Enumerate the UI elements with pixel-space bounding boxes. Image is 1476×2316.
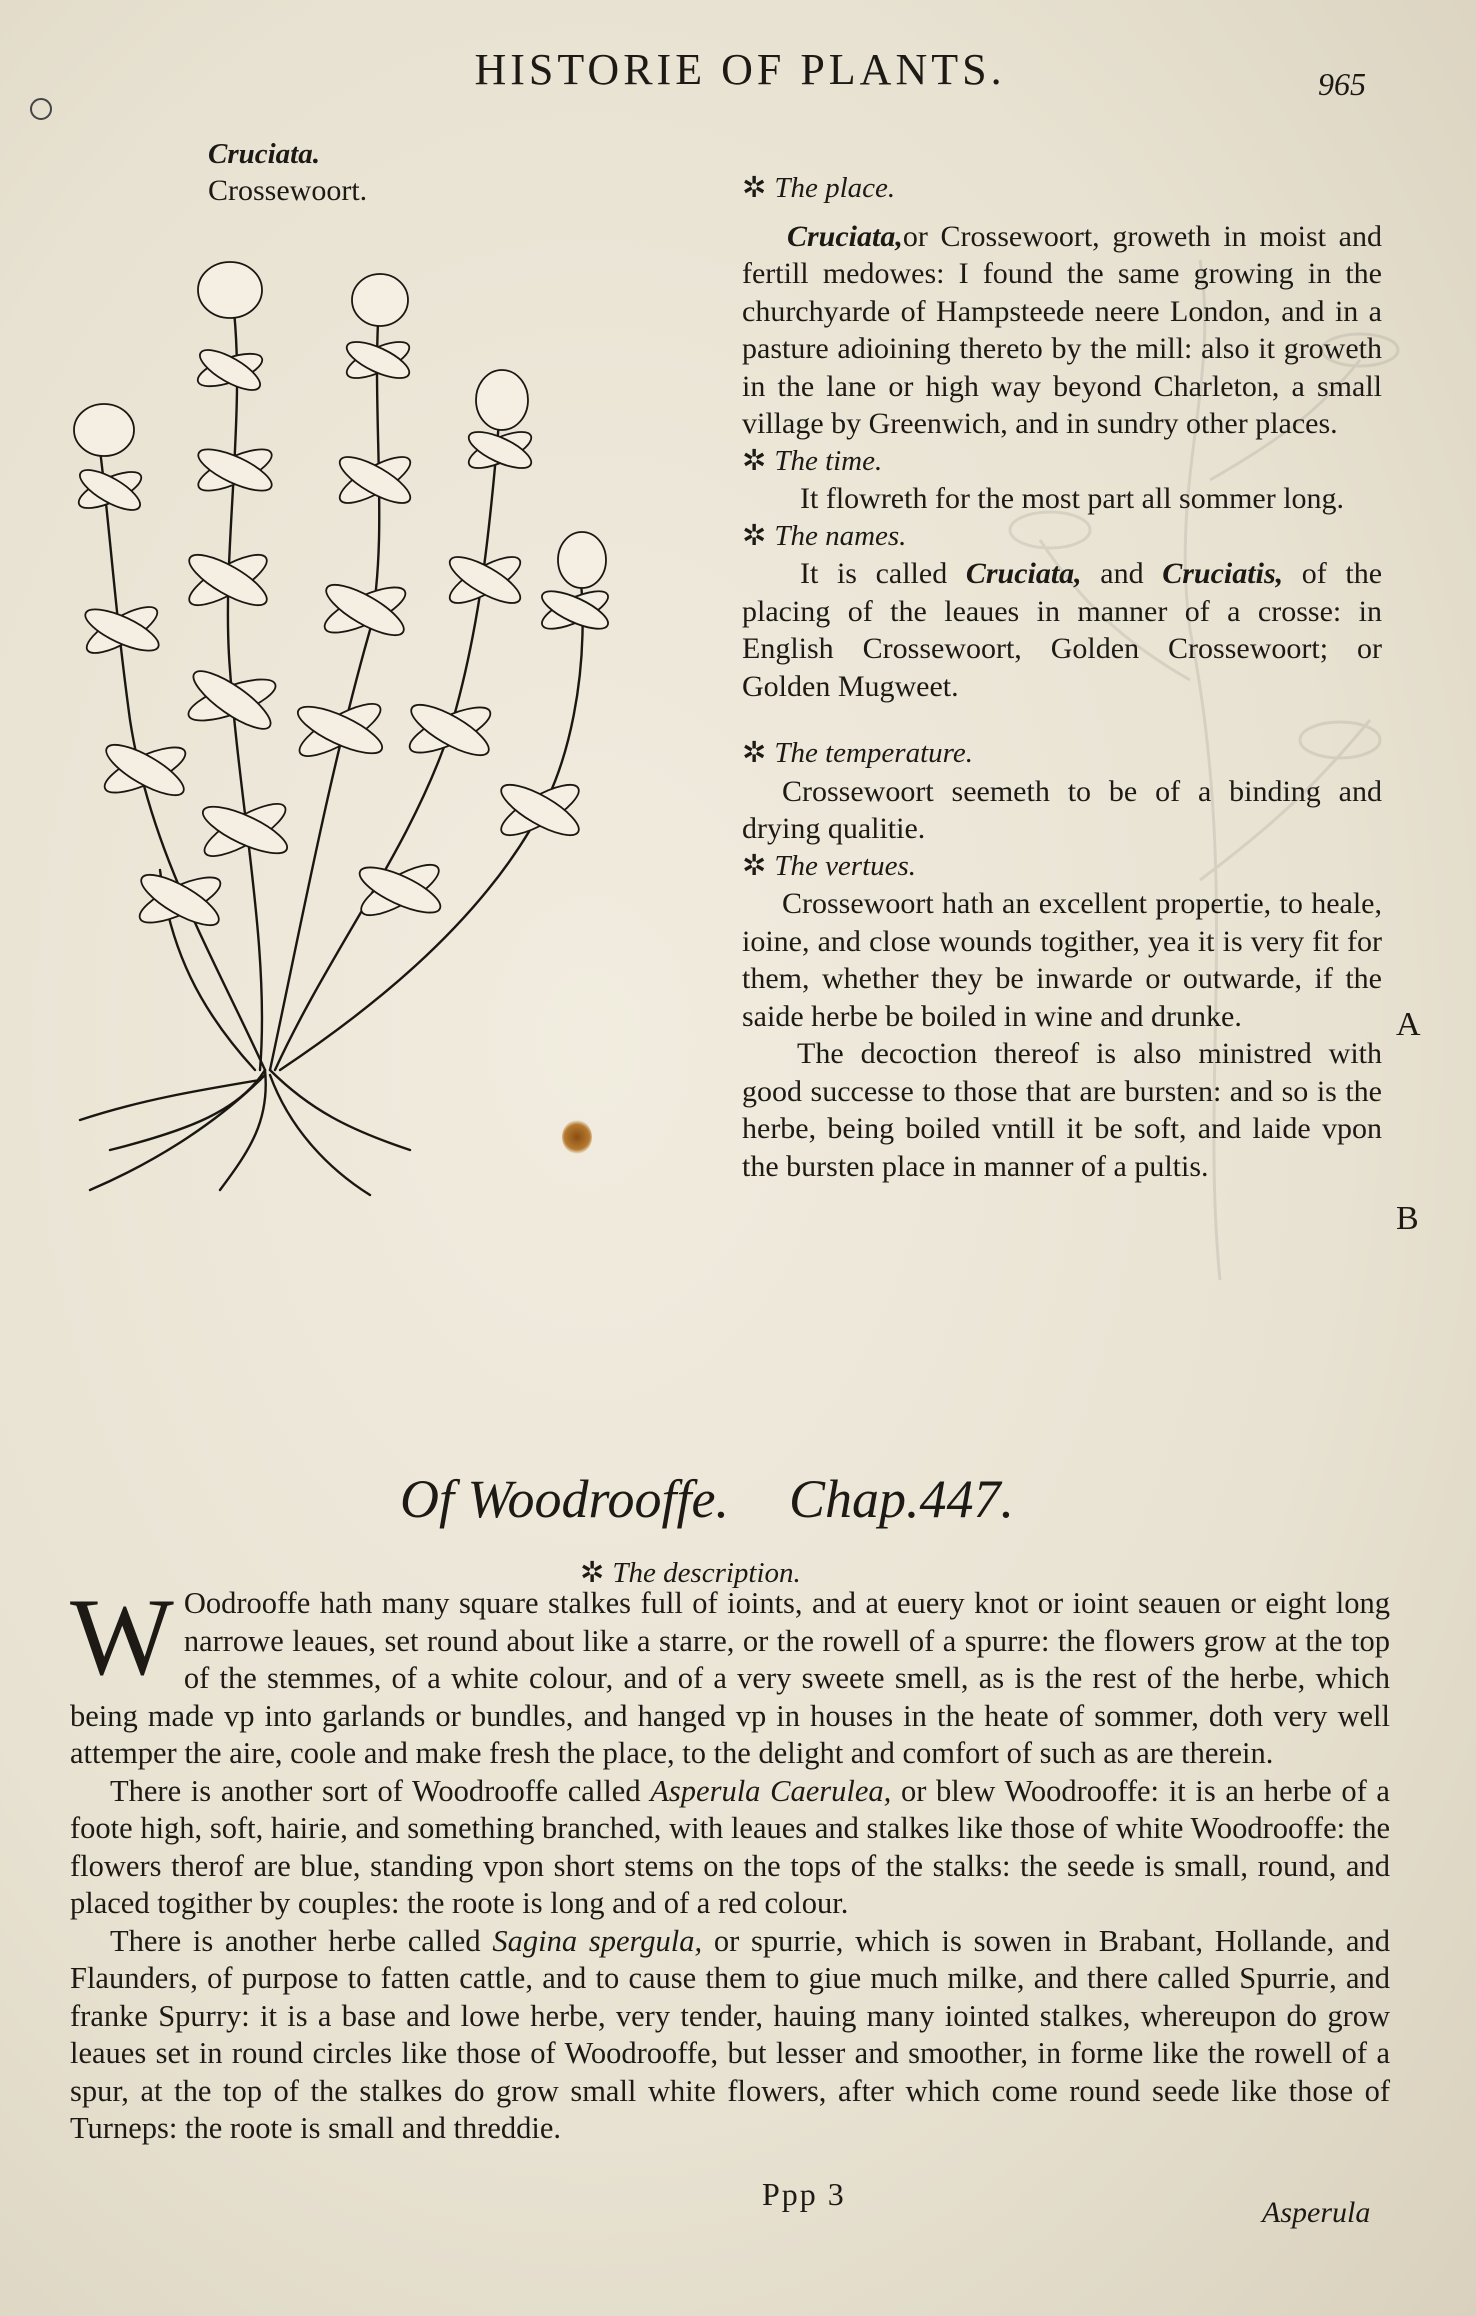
flower-clusters	[74, 262, 606, 588]
description-heading: ✲ The description.	[580, 1557, 801, 1589]
asterism-icon: ✲	[742, 849, 767, 882]
signature-mark: Ppp 3	[762, 2176, 846, 2212]
time-heading: ✲ The time.	[742, 444, 883, 477]
margin-letter-b: B	[1396, 1200, 1419, 1237]
drop-cap: W	[70, 1576, 174, 1698]
description-paragraph-2: There is another sort of Woodrooffe called Asperula Caerulea, or blew Woodrooffe: it is an herbe of a foote high, soft, hairie, and something branched, with leaues and stalkes like those of white Woodrooffe: the flowers therof are blue, standing vpon short stems on the tops of the stalks: the seede is small, round, and placed togither by couples: the roote is long and of a red colour.	[70, 1773, 1390, 1920]
description-paragraph-1: W Oodrooffe hath many square stalkes full of ioints, and at euery knot or ioint seauen or eight long narrowe leaues, set round about like a starre, or the rowell of a spurre: the flowers grow at the top of the stemmes, of a white colour, and of a very sweete smell, as is the rest of the herbe, which being made vp into garlands or bundles, and hanged vp in houses in the heate of sommer, doth very well attemper the aire, coole and make fresh the place, to the delight and comfort of such as are therein.	[70, 1576, 1390, 1770]
crosswort-woodcut-illustration	[70, 250, 650, 1200]
description-body	[70, 1576, 1390, 2148]
catchword: Asperula	[1262, 2196, 1371, 2229]
ink-stain	[562, 1120, 592, 1154]
figure-english-name: Crossewoort.	[208, 174, 368, 207]
asterism-icon: ✲	[742, 519, 767, 552]
figure-latin-name: Cruciata.	[208, 138, 320, 170]
place-paragraph: Cruciata,or Crossewoort, groweth in moist and fertill medowes: I found the same growing in the churchyarde of Hampsteede neere London, and in a pasture adioining thereto by the mill: also it groweth in the lane or high way beyond Charleton, a small village by Greenwich, and in sundry other places.	[742, 219, 1382, 440]
page-number: 965	[1318, 66, 1366, 102]
temperature-heading: ✲ The temperature.	[742, 737, 973, 769]
plant-drawing	[70, 250, 650, 1200]
chapter-number: Chap.447.	[789, 1469, 1015, 1529]
asterism-icon: ✲	[580, 1557, 605, 1589]
names-heading: ✲ The names.	[742, 519, 907, 552]
vertues-heading: ✲ The vertues.	[742, 849, 917, 882]
temperature-paragraph: Crossewoort seemeth to be of a binding and drying qualitie.	[742, 774, 1382, 845]
time-paragraph: It flowreth for the most part all sommer long.	[800, 482, 1345, 515]
leaf-whorls	[74, 335, 613, 934]
names-paragraph: It is called Cruciata, and Cruciatis, of the placing of the leaues in manner of a crosse: in English Crossewoort, Golden Crossewoort; or Golden Mugweet.	[742, 557, 1383, 703]
place-heading: ✲ The place.	[742, 172, 896, 204]
asterism-icon: ✲	[742, 172, 767, 204]
asterism-icon: ✲	[742, 444, 767, 477]
right-column	[742, 170, 1382, 1185]
chapter-heading	[400, 1468, 1120, 1530]
margin-letter-a: A	[1396, 1006, 1421, 1043]
vertues-paragraph-1: Crossewoort hath an excellent propertie, to heale, ioine, and close wounds togither, yea it is very fit for them, whether they be inwarde or outwarde, if the saide herbe be boiled in wine and drunke.	[742, 887, 1382, 1033]
vertues-paragraph-2: The decoction thereof is also ministred with good successe to those that are bursten: and so is the herbe, being boiled vntill it be soft, and laide vpon the bursten place in manner of a pultis.	[742, 1037, 1382, 1183]
asterism-icon: ✲	[742, 737, 767, 769]
chapter-title: Of Woodrooffe.	[400, 1469, 730, 1529]
margin-mark	[30, 98, 52, 120]
description-paragraph-3: There is another herbe called Sagina spergula, or spurrie, which is sowen in Brabant, Hollande, and Flaunders, of purpose to fatten cattle, and to cause them to giue much milke, and there called Spurrie, and franke Spurry: it is a base and lowe herbe, very tender, hauing many iointed stalkes, whereupon do grow leaues set in round circles like those of Woodrooffe, but lesser and smoother, in forme like the rowell of a spur, at the top of the stalkes do grow small white flowers, after which come round seede like those of Turneps: the roote is small and threddie.	[70, 1923, 1390, 2145]
running-title: HISTORIE OF PLANTS.	[474, 45, 1006, 94]
